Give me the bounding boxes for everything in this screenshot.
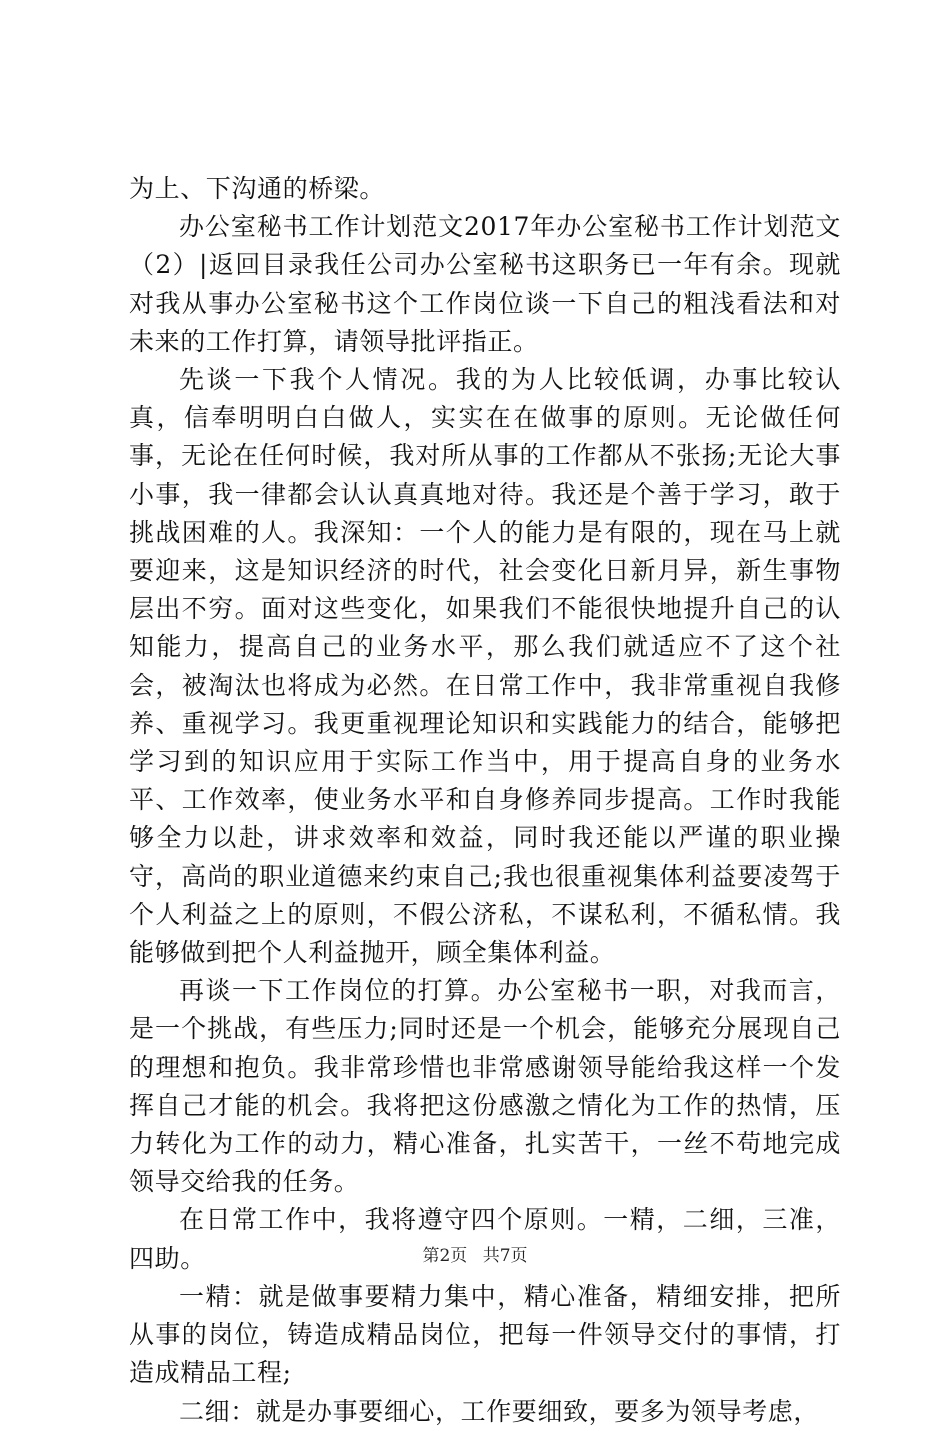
paragraph-continuation: 为上、下沟通的桥梁。 (129, 174, 386, 203)
paragraph-job-plan: 再谈一下工作岗位的打算。办公室秘书一职，对我而言，是一个挑战，有些压力;同时还是一个机会，能够充分展现自己的理想和抱负。我非常珍惜也非常感谢领导能给我这样一个发挥自己才能的机会。我将把这份感激之情化为工作的热情，压力转化为工作的动力，精心准备，扎实苦干，一丝不苟地完成领导交给我的任务。 (129, 976, 841, 1197)
page-total: 共7页 (482, 1246, 528, 1266)
page-number: 第2页 (422, 1246, 468, 1266)
paragraph-principle-two: 二细：就是办事要细心，工作要细致，要多为领导考虑， (179, 1396, 820, 1426)
paragraph-four-principles: 在日常工作中，我将遵守四个原则。一精，二细，三准，四助。 (129, 1205, 841, 1273)
page-footer (0, 1244, 950, 1268)
paragraph-personal-situation: 先谈一下我个人情况。我的为人比较低调，办事比较认真，信奉明明白白做人，实实在在做事的原则。无论做任何事，无论在任何时候，我对所从事的工作都从不张扬;无论大事小事，我一律都会认认真真地对待。我还是个善于学习，敢于挑战困难的人。我深知：一个人的能力是有限的，现在马上就要迎来，这是知识经济的时代，社会变化日新月异，新生事物层出不穷。面对这些变化，如果我们不能很快地提升自己的认知能力，提高自己的业务水平，那么我们就适应不了这个社会，被淘汰也将成为必然。在日常工作中，我非常重视自我修养、重视学习。我更重视理论知识和实践能力的结合，能够把学习到的知识应用于实际工作当中，用于提高自身的业务水平、工作效率，使业务水平和自身修养同步提高。工作时我能够全力以赴，讲求效率和效益，同时我还能以严谨的职业操守，高尚的职业道德来约束自己;我也很重视集体利益要凌驾于个人利益之上的原则，不假公济私，不谋私利，不循私情。我能够做到把个人利益抛开，顾全集体利益。 (129, 365, 841, 968)
paragraph-principle-one: 一精：就是做事要精力集中，精心准备，精细安排，把所从事的岗位，铸造成精品岗位，把每一件领导交付的事情，打造成精品工程; (129, 1281, 841, 1388)
document-body (129, 170, 841, 1431)
paragraph-intro: 办公室秘书工作计划范文2017年办公室秘书工作计划范文（2）|返回目录我任公司办公室秘书这职务已一年有余。现就对我从事办公室秘书这个工作岗位谈一下自己的粗浅看法和对未来的工作打算，请领导批评指正。 (129, 212, 841, 356)
